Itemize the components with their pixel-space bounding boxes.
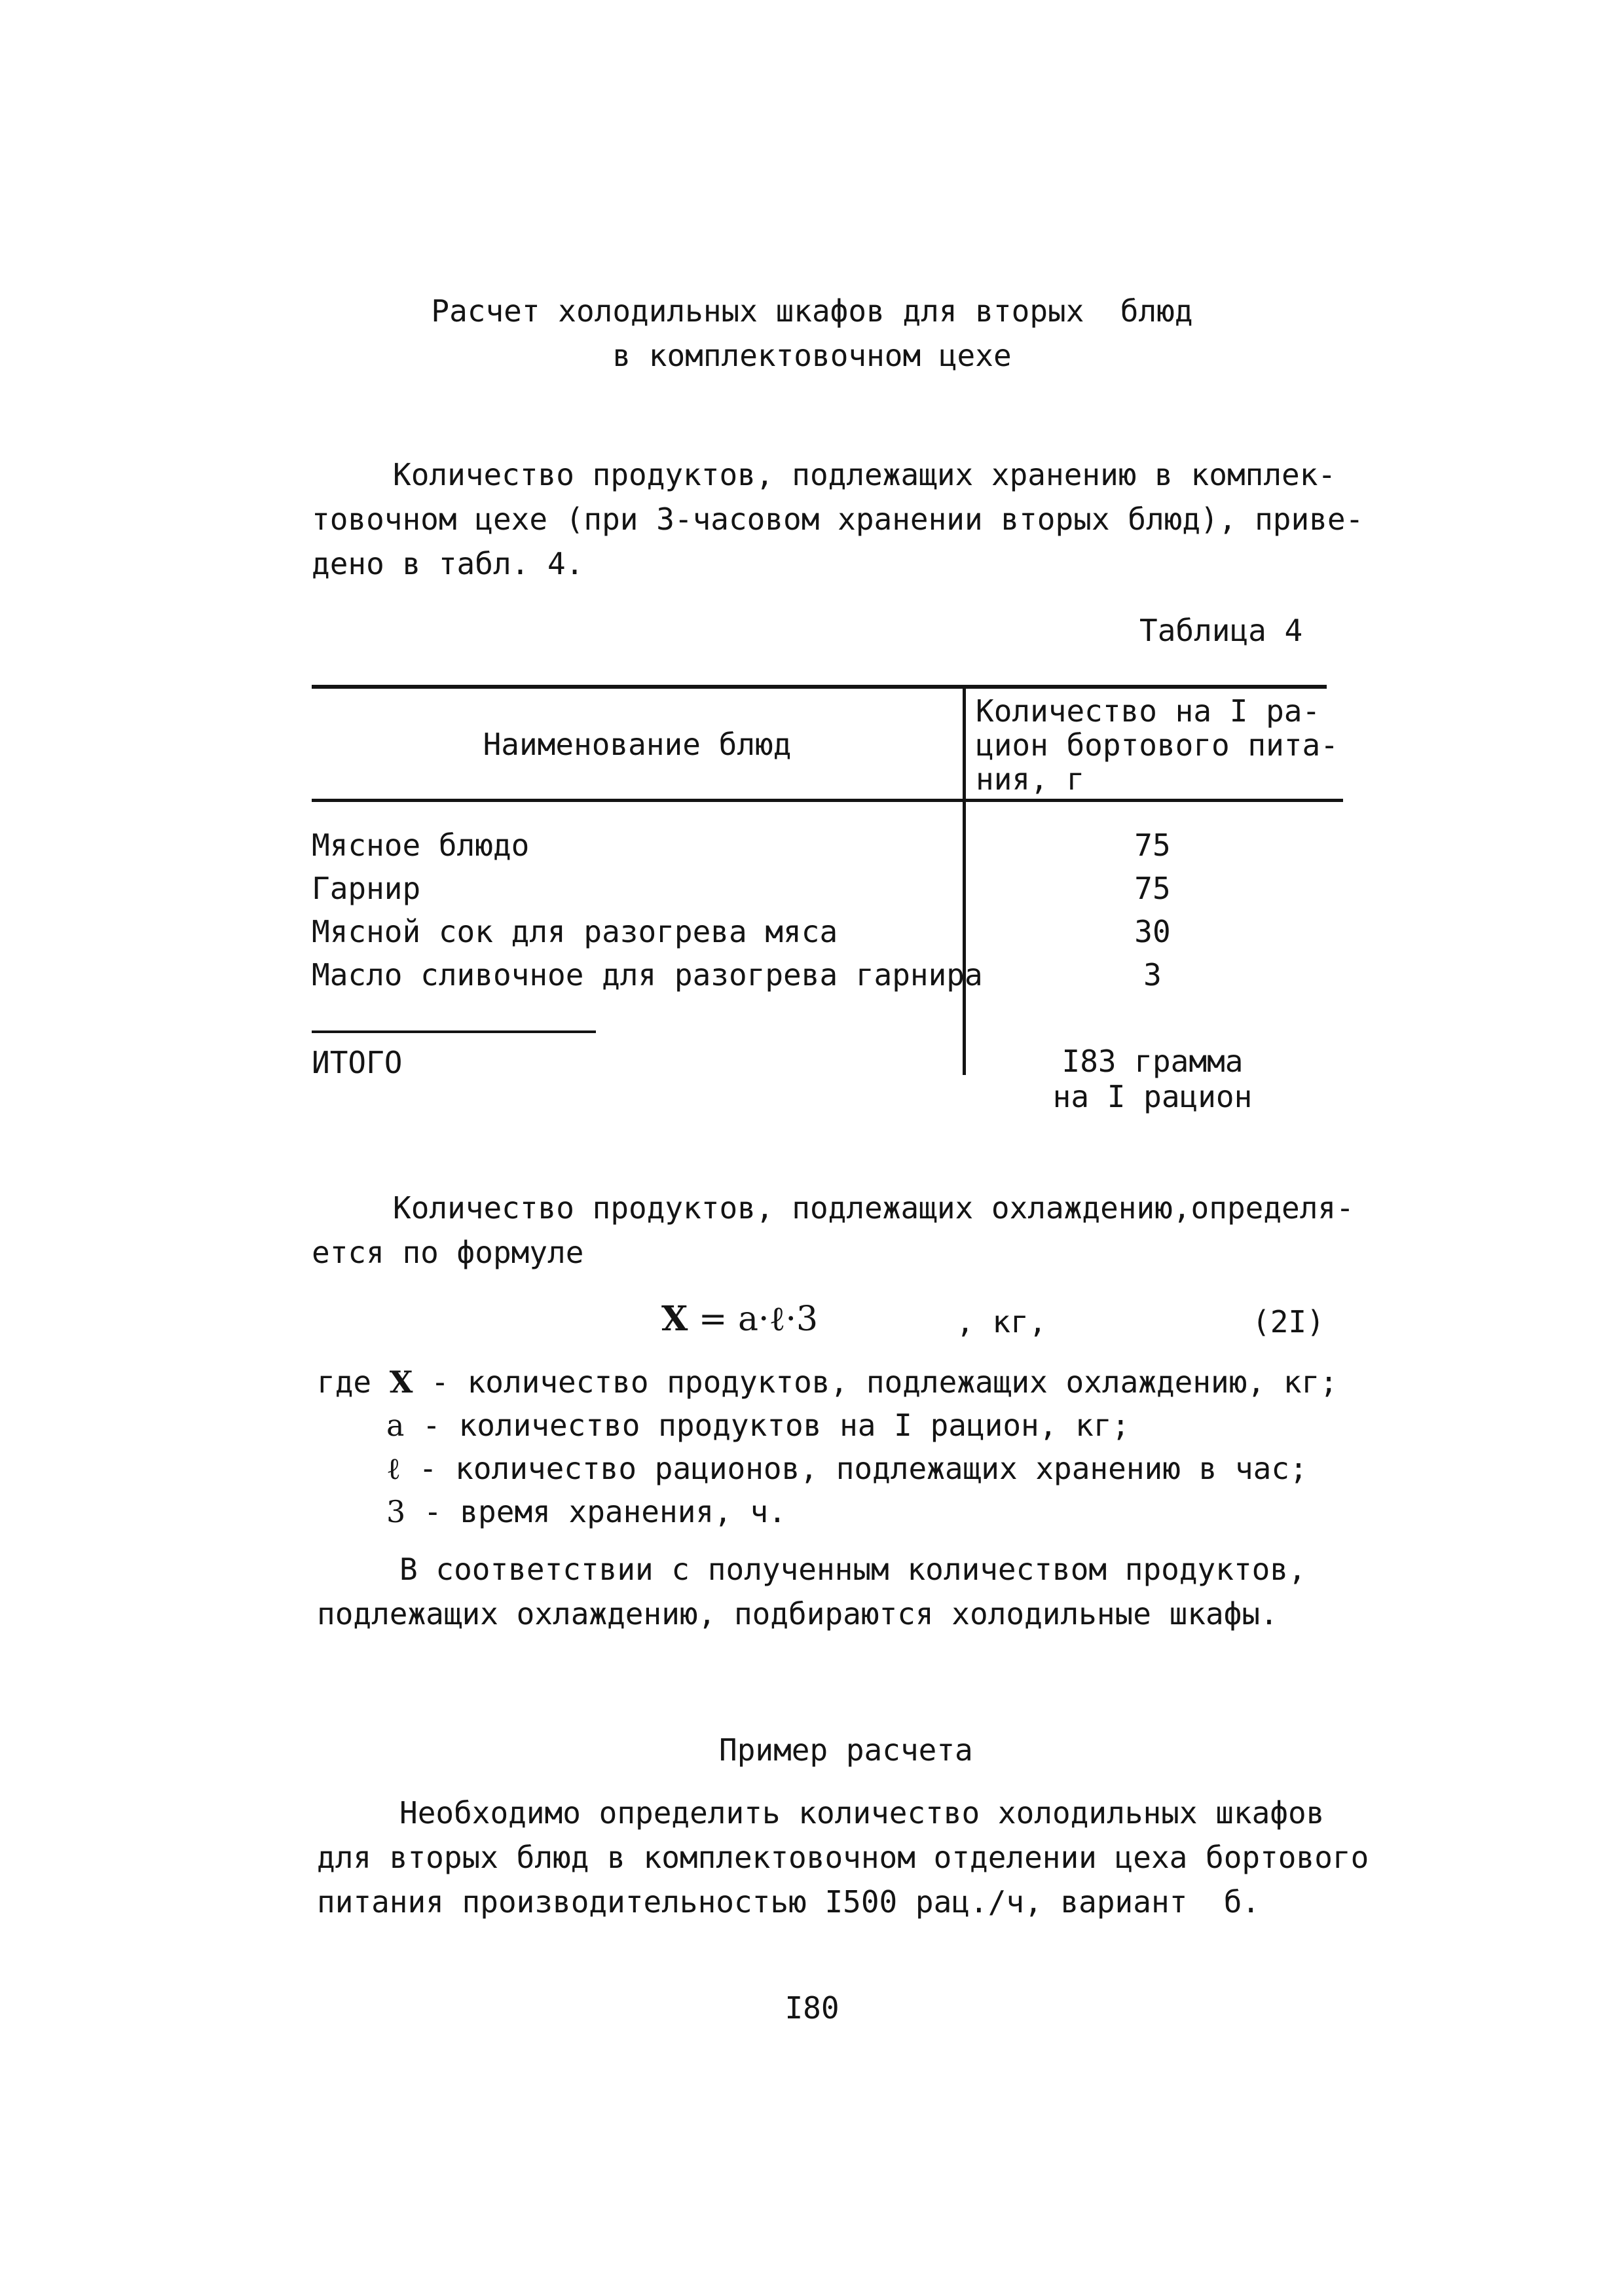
table-column-divider	[963, 689, 966, 1075]
legend-item	[317, 1360, 1338, 1404]
intro-line1: Количество продуктов, подлежащих хранению в комплек-	[393, 457, 1337, 492]
example-line1: Необходимо определить количество холодильных шкафов	[399, 1795, 1325, 1831]
formula-dot: ·	[758, 1300, 769, 1339]
table-row-name: Масло сливочное для разогрева гарнира	[312, 957, 983, 993]
conclusion-line2: подлежащих охлаждению, подбираются холодильные шкафы.	[317, 1596, 1278, 1631]
table-row-name: Мясной сок для разогрева мяса	[312, 914, 838, 949]
table-total-value-line1: I83 грамма	[1061, 1044, 1244, 1079]
intro-line2: товочном цехе (при 3-часовом хранении вторых блюд), приве-	[312, 501, 1364, 537]
legend-symbol: 3	[386, 1494, 406, 1529]
table-total-value-line2: на I рацион	[1052, 1079, 1253, 1114]
table-row-value: 30	[1134, 914, 1171, 949]
legend-item	[386, 1490, 786, 1533]
table-top-rule	[312, 685, 1327, 689]
table-row-name: Мясное блюдо	[312, 828, 530, 863]
legend-prefix: где	[317, 1364, 390, 1400]
legend-text: - количество рационов, подлежащих хранению в час;	[401, 1451, 1308, 1486]
formula-unit: , кг,	[956, 1304, 1047, 1339]
table-row-value: 75	[1134, 828, 1171, 863]
formula-eq: =	[698, 1300, 728, 1339]
example-line3: питания производительностью I500 рац./ч, вариант б.	[317, 1884, 1261, 1920]
intro-line3: дено в табл. 4.	[312, 546, 584, 581]
formula	[661, 1298, 818, 1341]
legend-symbol: ℓ	[386, 1451, 401, 1486]
formula-number: (2I)	[1252, 1304, 1325, 1339]
formula-intro-line1: Количество продуктов, подлежащих охлаждению,определя-	[393, 1190, 1354, 1226]
table-header-rule	[312, 799, 1343, 802]
section-title-line1: Расчет холодильных шкафов для вторых блюд	[431, 293, 1193, 329]
formula-intro-line2: ется по формуле	[312, 1235, 584, 1270]
table-row-value: 3	[1143, 957, 1162, 993]
formula-c: 3	[796, 1300, 819, 1339]
formula-lhs: Х	[661, 1299, 688, 1339]
page-number: I80	[784, 1990, 840, 2026]
formula-a: a	[738, 1300, 759, 1339]
table-header-qty-line3: ния, г	[976, 761, 1085, 797]
table-header-qty-line1: Количество на I ра-	[976, 693, 1321, 729]
example-title: Пример расчета	[719, 1732, 973, 1768]
legend-symbol: a	[386, 1408, 405, 1443]
legend-item	[386, 1404, 1130, 1447]
table-header-name: Наименование блюд	[483, 727, 792, 762]
legend-text: - количество продуктов на I рацион, кг;	[404, 1408, 1130, 1443]
table-row-name: Гарнир	[312, 871, 421, 906]
table-row-value: 75	[1134, 871, 1171, 906]
conclusion-line1: В соответствии с полученным количеством продуктов,	[399, 1552, 1306, 1587]
total-rule	[312, 1030, 596, 1033]
formula-b: ℓ	[769, 1300, 786, 1339]
formula-dot: ·	[785, 1300, 796, 1339]
example-line2: для вторых блюд в комплектовочном отделении цеха бортового	[317, 1840, 1369, 1875]
table-label: Таблица 4	[1139, 613, 1303, 648]
legend-item	[386, 1447, 1308, 1490]
legend-symbol: Х	[389, 1364, 413, 1400]
legend-text: - время хранения, ч.	[405, 1494, 786, 1529]
table-total-label: ИТОГО	[312, 1045, 403, 1080]
section-title-line2: в комплектовочном цехе	[612, 338, 1012, 373]
table-header-qty-line2: цион бортового пита-	[976, 727, 1338, 763]
legend-text: - количество продуктов, подлежащих охлаждению, кг;	[413, 1364, 1338, 1400]
